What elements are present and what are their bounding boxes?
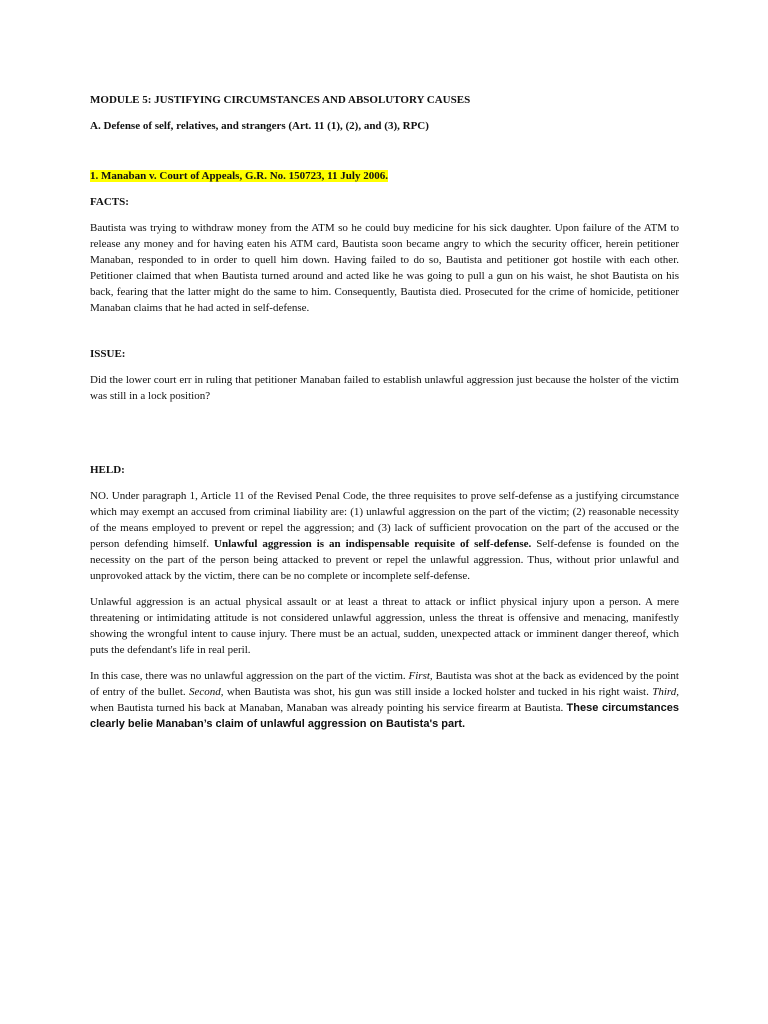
held-text-1: NO. Under paragraph 1, Article 11 of the Revised Penal Code, the three requisites to prove self-defense as a justifying circumstance which may exempt an accused from criminal liability are: (1) unlawful aggression on the part of the victim; (2) reasonable necessity of the means employed to prevent or repel the aggression; and (3) lack of sufficient provocation on the part of the accused or the person defending himself.: [90, 490, 679, 550]
case-first: First,: [408, 670, 433, 682]
module-title: MODULE 5: JUSTIFYING CIRCUMSTANCES AND ABSOLUTORY CAUSES: [90, 94, 471, 106]
issue-label: ISSUE:: [90, 348, 126, 360]
case-text-4: when Bautista turned his back at Manaban, Manaban was already pointing his service firearm at Bautista.: [90, 702, 567, 714]
case-conclusion: These circumstances clearly belie Manaban’s claim of unlawful aggression on Bautista's part.: [90, 702, 679, 730]
case-text-3: when Bautista was shot, his gun was still inside a locked holster and tucked in his right waist.: [223, 686, 653, 698]
case-text-1: In this case, there was no unlawful aggression on the part of the victim.: [90, 670, 409, 682]
held-text-bold: Unlawful aggression is an indispensable requisite of self-defense.: [214, 538, 532, 550]
case-second: Second,: [189, 686, 224, 698]
issue-text: Did the lower court err in ruling that petitioner Manaban failed to establish unlawful aggression just because the holster of the victim was still in a lock position?: [90, 374, 679, 402]
case-title: 1. Manaban v. Court of Appeals, G.R. No. 150723, 11 July 2006.: [90, 170, 388, 182]
unlawful-aggression-paragraph: Unlawful aggression is an actual physical assault or at least a threat to attack or inflict physical injury upon a person. A mere threatening or intimidating attitude is not considered unlawful aggression, unless the threat is offensive and menacing, manifestly showing the wrongful intent to cause injury. There must be an actual, sudden, unexpected attack or imminent danger thereof, which puts the defendant's life in real peril.: [90, 596, 679, 656]
held-paragraph: [90, 488, 679, 584]
case-application-paragraph: [90, 668, 679, 732]
facts-label: FACTS:: [90, 196, 129, 208]
case-text-2: Bautista was shot at the back as evidenced by the point of entry of the bullet.: [90, 670, 679, 698]
section-title: A. Defense of self, relatives, and strangers (Art. 11 (1), (2), and (3), RPC): [90, 120, 429, 132]
document-content: [90, 92, 679, 732]
held-label: HELD:: [90, 464, 125, 476]
case-third: Third,: [652, 686, 680, 698]
held-text-2: Self-defense is founded on the necessity on the part of the person being attacked to prevent or repel the unlawful aggression. Thus, without prior unlawful and unprovoked attack by the victim, there can be no complete or incomplete self-defense.: [90, 538, 680, 582]
case-title-wrap: [90, 166, 679, 182]
facts-text: Bautista was trying to withdraw money from the ATM so he could buy medicine for his sick daughter. Upon failure of the ATM to release any money and for having eaten his ATM card, Bautista soon became angry to which the security officer, herein petitioner Manaban, responded to in order to quell him down. Having failed to do so, Bautista and petitioner got hostile with each other. Petitioner claimed that when Bautista turned around and acted like he was going to pull a gun on his waist, he shot Bautista on his back, fearing that the latter might do the same to him. Consequently, Bautista died. Prosecuted for the crime of homicide, petitioner Manaban claims that he had acted in self-defense.: [90, 222, 679, 314]
